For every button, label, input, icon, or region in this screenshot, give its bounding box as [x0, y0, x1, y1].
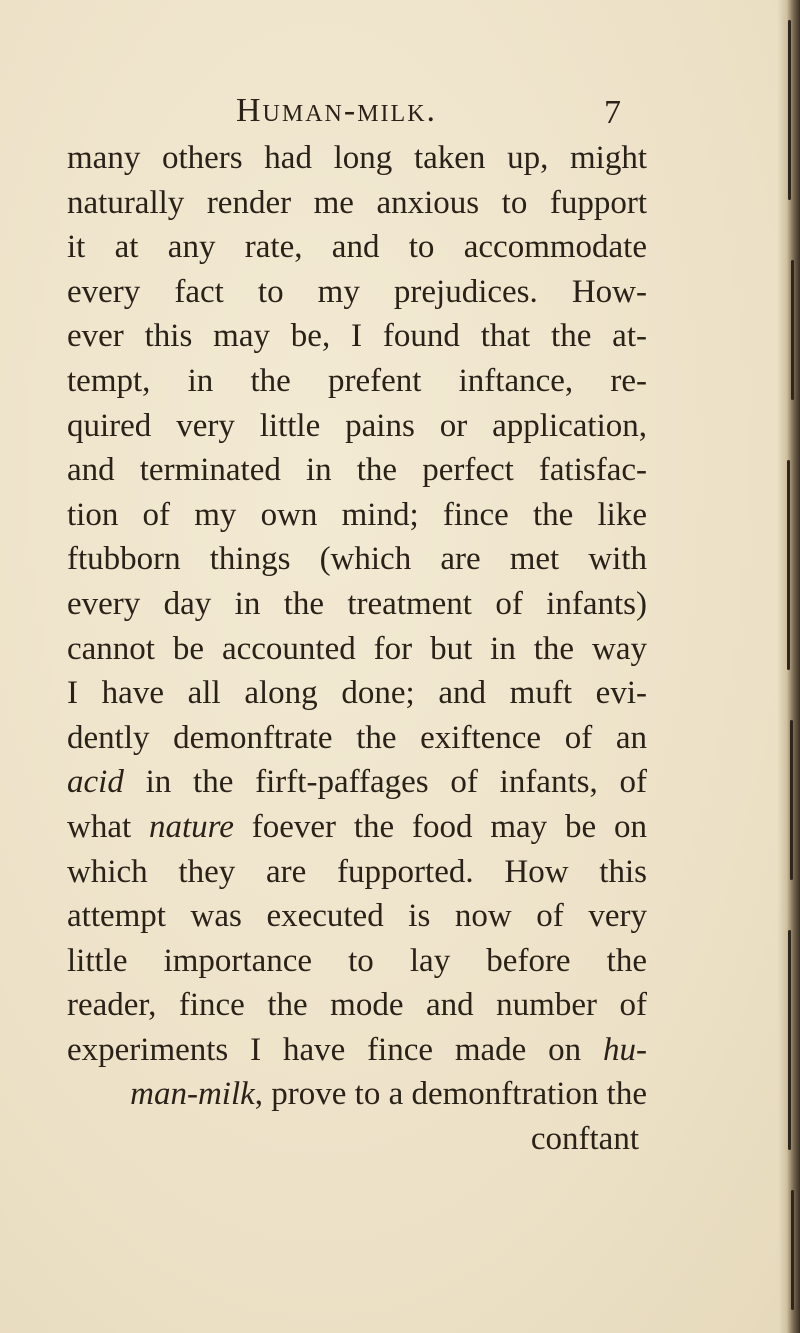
- text-line: every day in the treatment of infants): [67, 585, 647, 622]
- text-line: tion of my own mind; fince the like: [67, 496, 647, 533]
- text-line: acid in the firft-paffages of infants, of: [67, 764, 647, 801]
- text-line: man-milk, prove to a demonftration the: [130, 1076, 647, 1113]
- body-text: [67, 136, 647, 1162]
- text-line: ftubborn things (which are met with: [67, 541, 647, 578]
- text-line: reader, fince the mode and number of: [67, 987, 647, 1024]
- text-line: cannot be accounted for but in the way: [67, 630, 647, 667]
- catchword: conftant: [530, 1121, 639, 1158]
- text-line: dently demonftrate the exiftence of an: [67, 719, 647, 756]
- text-line: experiments I have fince made on hu-: [67, 1031, 647, 1068]
- running-head: Human-milk.: [236, 92, 438, 129]
- text-line: attempt was executed is now of very: [67, 898, 647, 935]
- italic-word: hu-: [603, 1031, 647, 1068]
- text-line: little importance to lay before the: [67, 942, 647, 979]
- text-line: tempt, in the prefent inftance, re-: [67, 362, 647, 399]
- italic-word: man-milk: [130, 1076, 255, 1113]
- page-header: [0, 92, 800, 132]
- text-line: and terminated in the perfect fatisfac-: [67, 452, 647, 489]
- text-line: every fact to my prejudices. How-: [67, 273, 647, 310]
- text-line: what nature foever the food may be on: [67, 808, 647, 845]
- book-binding-edge: [778, 0, 800, 1333]
- text-line: quired very little pains or application,: [67, 407, 647, 444]
- text-line: many others had long taken up, might: [67, 140, 647, 176]
- text-line: naturally render me anxious to fupport: [67, 184, 647, 221]
- page-number: 7: [604, 94, 621, 131]
- text-line: I have all along done; and muft evi-: [67, 675, 647, 712]
- text-line: it at any rate, and to accommodate: [67, 229, 647, 266]
- text-line: ever this may be, I found that the at-: [67, 318, 647, 355]
- text-line: which they are fupported. How this: [67, 853, 647, 890]
- italic-word: nature: [148, 808, 234, 845]
- italic-word: acid: [67, 764, 124, 801]
